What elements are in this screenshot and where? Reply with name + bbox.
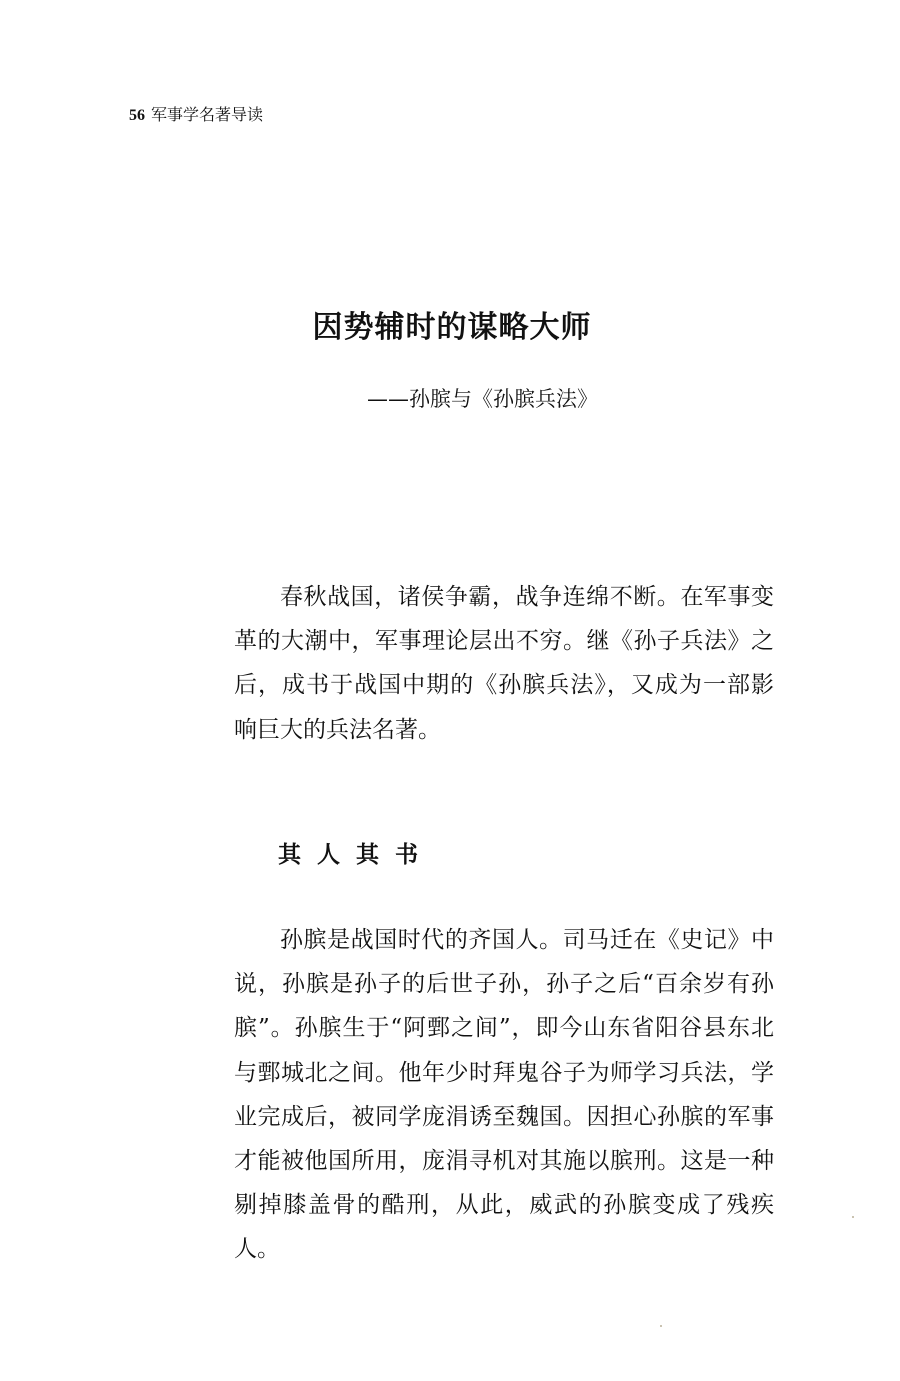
running-head: [129, 104, 263, 127]
paper-speck: [660, 1325, 662, 1327]
book-title: 军事学名著导读: [151, 105, 264, 124]
paper-speck: [852, 1216, 854, 1218]
intro-paragraph: 春秋战国，诸侯争霸，战争连绵不断。在军事变革的大潮中，军事理论层出不穷。继《孙子兵法》之后，成书于战国中期的《孙膑兵法》，又成为一部影响巨大的兵法名著。: [234, 584, 774, 743]
chapter-subtitle: ——孙膑与《孙膑兵法》: [367, 387, 598, 411]
page-number: 56: [129, 107, 145, 124]
chapter-title: 因势辅时的谋略大师: [312, 310, 592, 345]
section-heading: 其人其书: [278, 842, 434, 868]
body-paragraph: 孙膑是战国时代的齐国人。司马迁在《史记》中说，孙膑是孙子的后世子孙，孙子之后“百余岁有孙膑”。孙膑生于“阿鄄之间”，即今山东省阳谷县东北与鄄城北之间。他年少时拜鬼谷子为师学习兵法，学业完成后，被同学庞涓诱至魏国。因担心孙膑的军事才能被他国所用，庞涓寻机对其施以膑刑。这是一种剔掉膝盖骨的酷刑，从此，威武的孙膑变成了残疾人。: [234, 927, 774, 1263]
